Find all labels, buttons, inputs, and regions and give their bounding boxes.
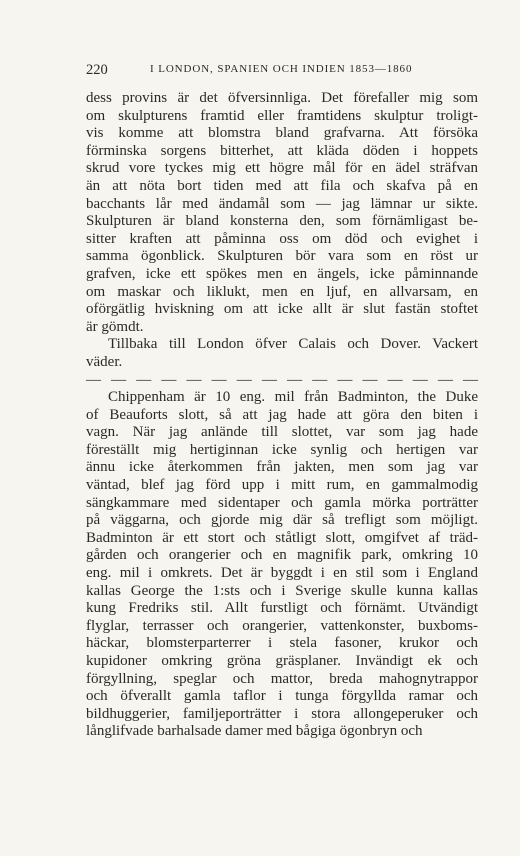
text-line: grafven, icke ett spökes men en ängels, icke påminnande xyxy=(86,265,478,282)
page-header xyxy=(86,62,476,82)
text-line: of Beauforts slott, så att jag hade att göra den biten i xyxy=(86,406,478,423)
text-line: väntad, blef jag förd upp i mitt rum, en gammalmodig xyxy=(86,477,478,494)
text-line: långlifvade barhalsade damer med bågiga ögonbryn och xyxy=(86,723,423,740)
text-line: väder. xyxy=(86,353,123,370)
text-line: häckar, blomsterparterrer i stela fasoner, krukor och xyxy=(86,635,478,652)
text-line: Tillbaka till London öfver Calais och Dover. Vackert xyxy=(108,336,478,353)
page-number: 220 xyxy=(86,62,108,78)
text-line: sängkammare med sidentaper och gamla mörka porträtter xyxy=(86,494,478,511)
paragraph xyxy=(86,90,478,336)
text-line: Badminton är ett stort och ståtligt slott, omgifvet af träd- xyxy=(86,529,478,546)
text-line: oförgätlig hviskning om att icke allt är slut fastän stoftet xyxy=(86,301,478,318)
text-line: vagn. När jag anlände till slottet, var som jag hade xyxy=(86,424,478,441)
text-line: Chippenham är 10 eng. mil från Badminton, the Duke xyxy=(108,389,478,406)
text-line: kallas George the 1:sts och i Sverige skulle kunna kallas xyxy=(86,582,478,599)
paragraph xyxy=(86,389,478,741)
text-line: föreställt mig hertiginnan icke synlig och hertigen var xyxy=(86,441,478,458)
text-line: på väggarna, och gjorde mig där så trefligt som möjligt. xyxy=(86,512,478,529)
text-line: är gömdt. xyxy=(86,318,144,335)
text-line: om skulpturens framtid eller framtidens skulptur troligt- xyxy=(86,107,478,124)
body-text xyxy=(86,90,478,741)
text-line: gården och orangerier och en magnifik park, omkring 10 xyxy=(86,547,478,564)
text-line: kung Fredriks stil. Allt furstligt och förnämt. Utvändigt xyxy=(86,600,478,617)
running-head: I LONDON, SPANIEN OCH INDIEN 1853—1860 xyxy=(150,63,413,75)
text-line: kupidoner omkring gröna gräsplaner. Invändigt ek och xyxy=(86,653,478,669)
dash-rule: — — — — — — — — — — — — — — — — xyxy=(86,371,478,388)
text-line: sitter kraften att påminna oss om död och evighet i xyxy=(86,230,478,247)
text-line: förgyllning, speglar och mattor, breda mahognytrappor xyxy=(86,670,478,687)
text-line: än att nöta bort tiden med att fila och skafva på en xyxy=(86,177,478,194)
text-line: vis komme att blomstra bland grafvarna. Att försöka xyxy=(86,125,478,142)
text-line: bacchants lår med ändamål som — jag lämnar ur sikte. xyxy=(86,195,478,212)
text-line: Skulpturen är bland konsterna den, som förnämligast be- xyxy=(86,213,478,230)
text-line: skrud vore tyckes mig ett högre mål för en ädel sträfvan xyxy=(86,160,478,177)
text-line: flyglar, terrasser och orangerier, vattenkonster, buxboms- xyxy=(86,617,478,634)
text-line: dess provins är det öfversinnliga. Det förefaller mig som xyxy=(86,90,478,106)
text-line: förminska sorgens bitterhet, att kläda döden i hoppets xyxy=(86,142,478,159)
text-line: och öfverallt gamla taflor i tunga förgyllda ramar och xyxy=(86,688,478,705)
text-line: bildhuggerier, familjeporträtter i stora allongeperuker och xyxy=(86,705,478,722)
paragraph xyxy=(86,336,478,371)
section-divider xyxy=(86,372,478,390)
text-line: om maskar och liklukt, men en ljuf, en allvarsam, en xyxy=(86,283,478,300)
text-line: samma ögonblick. Skulpturen bör vara som en röst ur xyxy=(86,248,478,265)
text-line: ännu icke återkommen från jakten, men som jag var xyxy=(86,459,478,476)
text-line: eng. mil i omkrets. Det är byggdt i en stil som i England xyxy=(86,565,478,582)
